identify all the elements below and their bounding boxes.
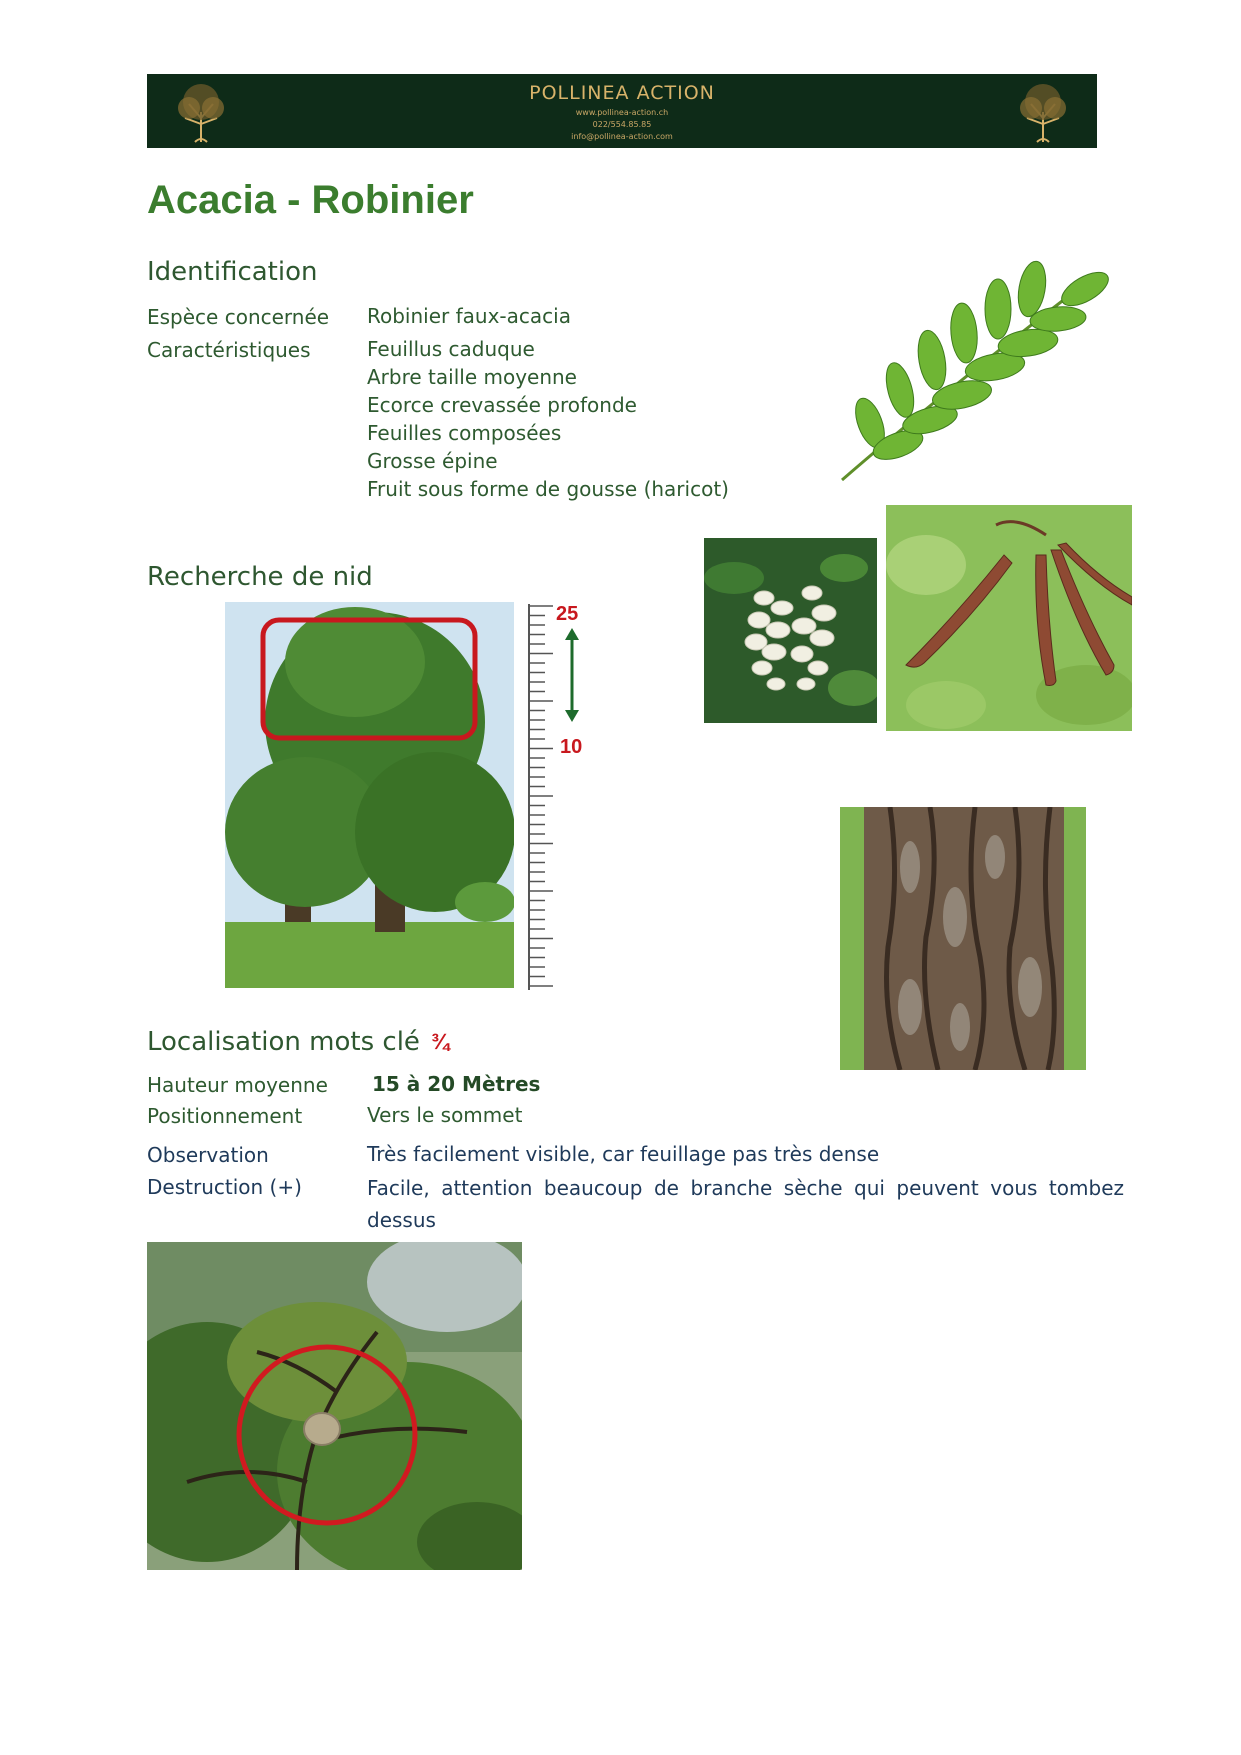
phone-text: 022/554.85.85 — [592, 120, 652, 129]
seed-pods-image — [886, 505, 1132, 731]
tree-image — [225, 602, 514, 988]
compound-leaf-image — [830, 255, 1110, 485]
localisation-heading: Localisation mots clé — [147, 1027, 420, 1057]
characteristic-item: Feuilles composées — [367, 421, 562, 445]
height-label: Hauteur moyenne — [147, 1073, 328, 1097]
nest-search-heading: Recherche de nid — [147, 562, 373, 592]
tree-logo-right-icon — [1003, 78, 1083, 144]
observation-value: Très facilement visible, car feuillage pas très dense — [367, 1142, 880, 1166]
flowers-image — [704, 538, 877, 723]
nest-photo — [147, 1242, 522, 1570]
height-value: 15 à 20 Mètres — [372, 1072, 541, 1096]
identification-heading: Identification — [147, 257, 318, 287]
brand-name: POLLINEA ACTION — [529, 82, 715, 104]
bark-image — [840, 807, 1086, 1070]
characteristics-label: Caractéristiques — [147, 338, 311, 362]
destruction-label: Destruction (+) — [147, 1175, 302, 1199]
email-text: info@pollinea-action.com — [571, 132, 673, 141]
website-text: www.pollinea-action.ch — [575, 108, 669, 117]
height-scale — [525, 600, 595, 995]
page-title: Acacia - Robinier — [147, 178, 474, 222]
characteristic-item: Arbre taille moyenne — [367, 365, 577, 389]
characteristic-item: Ecorce crevassée profonde — [367, 393, 637, 417]
observation-label: Observation — [147, 1143, 269, 1167]
species-value: Robinier faux-acacia — [367, 304, 571, 328]
position-value: Vers le sommet — [367, 1103, 523, 1127]
position-label: Positionnement — [147, 1104, 303, 1128]
characteristic-item: Grosse épine — [367, 449, 498, 473]
scale-top-label: 25 — [556, 603, 579, 625]
scale-bottom-label: 10 — [560, 736, 583, 758]
characteristics-list — [367, 335, 729, 503]
header-banner — [147, 74, 1097, 148]
characteristic-item: Feuillus caduque — [367, 337, 535, 361]
destruction-value: Facile, attention beaucoup de branche sèche qui peuvent vous tombez dessus — [367, 1176, 1124, 1232]
species-label: Espèce concernée — [147, 305, 330, 329]
characteristic-item: Fruit sous forme de gousse (haricot) — [367, 477, 729, 501]
localisation-rating: ¾ — [431, 1029, 450, 1054]
